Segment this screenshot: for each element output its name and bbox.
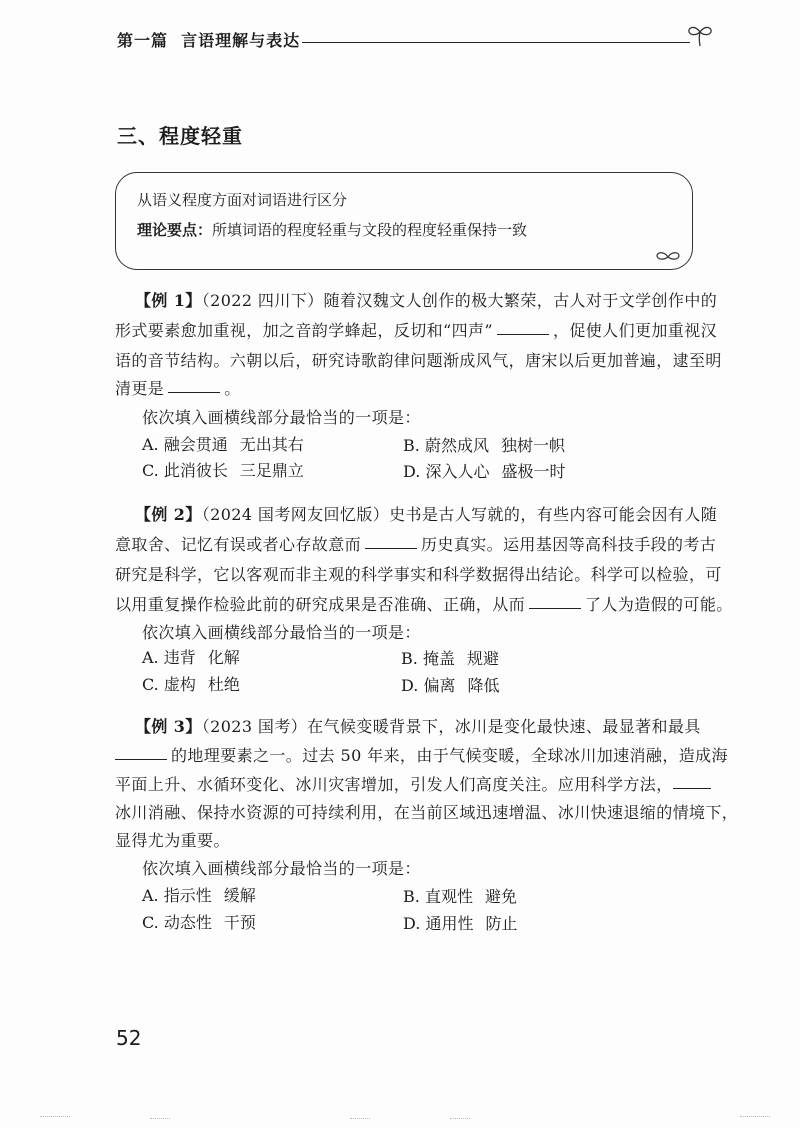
scan-artifact [350, 1118, 370, 1120]
option-text: 杜绝 [207, 675, 240, 694]
fill-blank [529, 607, 581, 609]
option-text: 干预 [223, 913, 256, 932]
example-2-text: （2024 国考网友回忆版）史书是古人写就的，有些内容可能会因有人随 [201, 505, 718, 524]
option-text: 直观性 [424, 887, 473, 906]
option-text: 无出其右 [239, 435, 304, 454]
option-text: 虚构 [163, 675, 196, 694]
example-1-tag: 【例 1】 [135, 291, 202, 310]
example-2-text: 意取舍、记忆有误或者心存故意而 [115, 535, 362, 554]
page-number: 52 [116, 1026, 142, 1050]
option-label: B. [403, 887, 420, 906]
option-text: 动态性 [163, 913, 212, 932]
option-label: B. [403, 436, 420, 455]
option-label: A. [142, 886, 159, 905]
option-text: 违背 [163, 648, 196, 667]
fill-blank [365, 547, 417, 549]
example-3-text: 平面上升、水循环变化、冰川灾害增加，引发人们高度关注。应用科学方法， [115, 775, 673, 794]
example-3-line-5: 显得尤为重要。 [115, 831, 230, 850]
example-1-line-1 [135, 288, 717, 311]
option-label: A. [142, 435, 159, 454]
example-1-option-d [403, 459, 565, 482]
fill-blank [673, 787, 711, 789]
example-1-text: 形式要素愈加重视，加之音韵学蜂起，反切和“四声” [115, 321, 493, 340]
example-2-option-d [401, 673, 499, 696]
running-header [117, 28, 300, 51]
option-text: 掩盖 [422, 649, 455, 668]
example-3-prompt: 依次填入画横线部分最恰当的一项是： [142, 859, 421, 878]
example-1-text: ，促使人们更加重视汉 [552, 321, 717, 340]
option-text: 独树一帜 [500, 436, 565, 455]
option-text: 指示性 [163, 886, 212, 905]
box-theory-point [137, 219, 527, 240]
section-title: 三、程度轻重 [117, 124, 243, 148]
option-text: 化解 [207, 648, 240, 667]
example-1-text: 清更是 [115, 379, 165, 398]
scan-artifact [40, 1116, 70, 1118]
option-text: 通用性 [425, 914, 474, 933]
example-2-tag: 【例 2】 [135, 505, 202, 524]
example-1-option-b [403, 433, 565, 456]
example-2-option-c [142, 672, 240, 695]
example-2-text: 历史真实。运用基因等高科技手段的考古 [421, 535, 717, 554]
option-text: 防止 [485, 914, 518, 933]
option-text: 深入人心 [425, 462, 490, 481]
chapter-title: 言语理解与表达 [181, 31, 301, 50]
example-1-prompt: 依次填入画横线部分最恰当的一项是： [142, 408, 421, 427]
example-2-line-4 [115, 592, 733, 615]
example-3-line-4: 冰川消融、保持水资源的可持续利用，在当前区域迅速增温、冰川快速退缩的情境下， [115, 803, 739, 822]
option-label: C. [142, 913, 159, 932]
theory-point-label: 理论要点： [137, 221, 213, 239]
fill-blank [168, 391, 220, 393]
example-2-line-2 [115, 532, 716, 555]
theory-point-text: 所填词语的程度轻重与文段的程度轻重保持一致 [212, 221, 528, 239]
example-1-text: 。 [224, 379, 241, 398]
header-rule [302, 42, 690, 43]
example-3-line-2 [115, 743, 728, 766]
option-label: D. [403, 914, 421, 933]
option-label: B. [401, 649, 418, 668]
example-2-prompt: 依次填入画横线部分最恰当的一项是： [142, 623, 421, 642]
option-text: 此消彼长 [163, 461, 228, 480]
option-label: A. [142, 648, 159, 667]
option-label: C. [142, 675, 159, 694]
sprout-icon [685, 22, 715, 48]
option-text: 盛极一时 [501, 462, 566, 481]
option-text: 避免 [484, 887, 517, 906]
example-3-line-1 [135, 714, 701, 737]
example-3-line-3 [115, 772, 711, 795]
example-1-option-c [142, 458, 304, 481]
example-3-text: （2023 国考）在气候变暖背景下，冰川是变化最快速、最显著和最具 [201, 717, 701, 736]
leaf-icon [655, 250, 681, 264]
option-text: 融会贯通 [163, 435, 228, 454]
example-1-line-3: 语的音节结构。六朝以后，研究诗歌韵律问题渐成风气，唐宋以后更加普遍，逮至明 [115, 351, 722, 370]
fill-blank [497, 333, 549, 335]
example-3-option-b [403, 884, 517, 907]
example-3-tag: 【例 3】 [135, 717, 202, 736]
option-label: D. [401, 676, 419, 695]
option-label: D. [403, 462, 421, 481]
example-3-option-a [142, 883, 256, 906]
option-label: C. [142, 461, 159, 480]
example-3-text: 的地理要素之一。过去 50 年来，由于气候变暖，全球冰川加速消融，造成海 [171, 746, 728, 765]
option-text: 降低 [467, 676, 500, 695]
option-text: 规避 [466, 649, 499, 668]
example-2-text: 以用重复操作检验此前的研究成果是否准确、正确，从而 [115, 595, 526, 614]
scan-artifact [150, 1118, 170, 1120]
option-text: 偏离 [423, 676, 456, 695]
scan-artifact [450, 1118, 470, 1120]
example-2-line-1 [135, 502, 717, 525]
box-intro: 从语义程度方面对词语进行区分 [137, 191, 348, 209]
example-1-text: （2022 四川下）随着汉魏文人创作的极大繁荣，古人对于文学创作中的 [201, 291, 718, 310]
fill-blank [115, 758, 167, 760]
chapter-label: 第一篇 [117, 31, 169, 50]
example-3-option-d [403, 911, 517, 934]
example-3-option-c [142, 910, 256, 933]
option-text: 三足鼎立 [239, 461, 304, 480]
example-2-option-b [401, 646, 499, 669]
example-1-line-2 [115, 318, 717, 341]
scan-artifact [740, 1116, 770, 1118]
option-text: 缓解 [223, 886, 256, 905]
option-text: 蔚然成风 [424, 436, 489, 455]
example-2-option-a [142, 645, 240, 668]
example-1-option-a [142, 432, 304, 455]
example-2-text: 了人为造假的可能。 [585, 595, 733, 614]
example-1-line-4 [115, 376, 241, 399]
example-2-line-3: 研究是科学，它以客观而非主观的科学事实和科学数据得出结论。科学可以检验，可 [115, 565, 722, 584]
